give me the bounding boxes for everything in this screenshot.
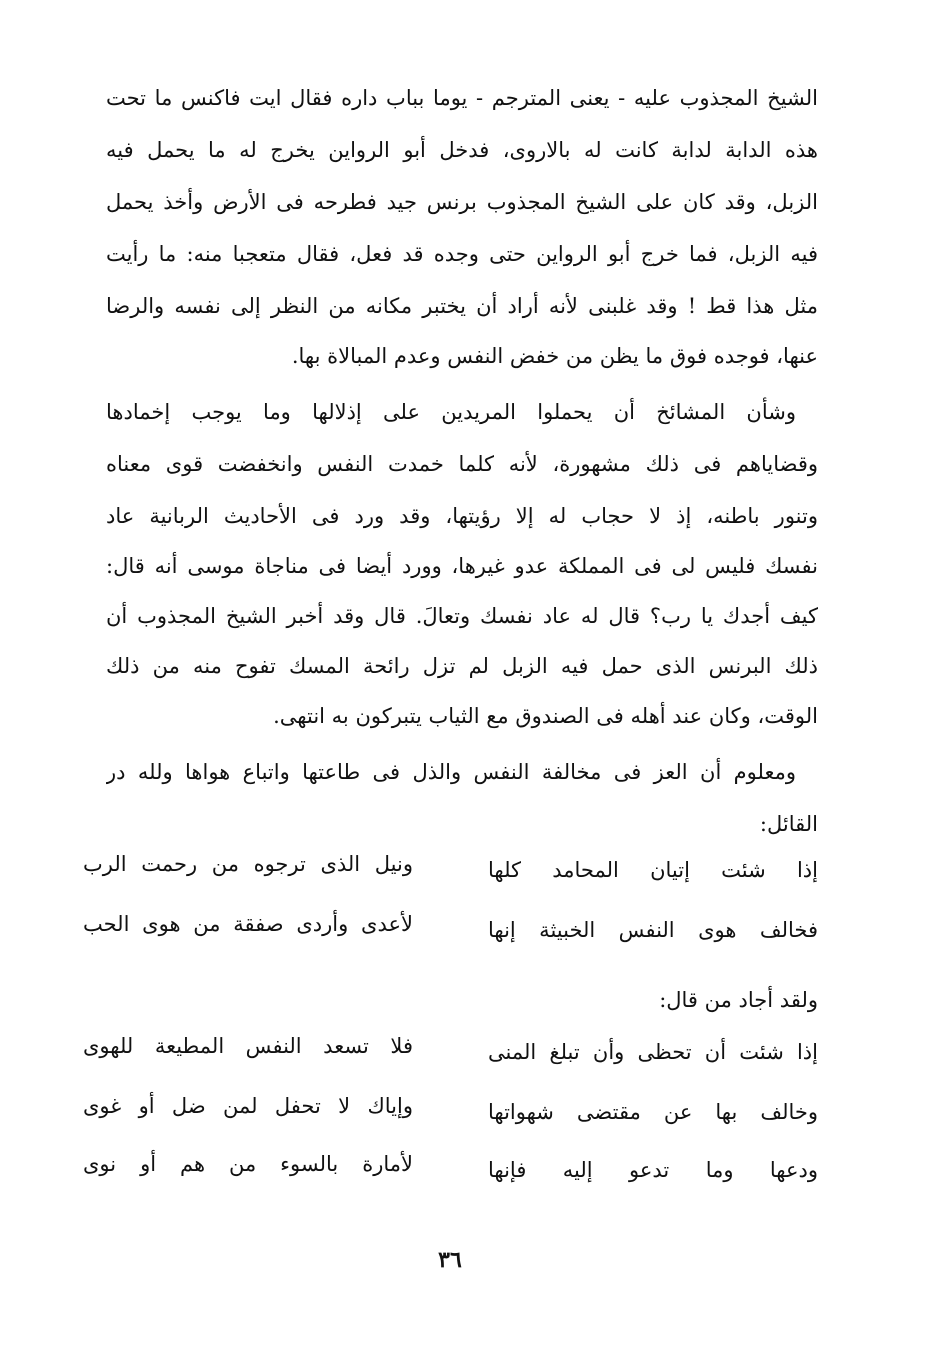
paragraph-1-line-1: الشيخ المجذوب عليه - يعنى المترجم - يوما بباب داره فقال ايت فاكنس ما تحت [106,86,818,110]
page-number: ٣٦ [438,1247,462,1273]
paragraph-1-line-2: هذه الدابة لدابة كانت له بالاروى، فدخل أبو الرواين يخرج له ما يحمل فيه [106,138,818,162]
paragraph-1-line-4: فيه الزبل، فما خرج أبو الرواين حتى وجده قد فعل، فقال متعجبا منه: ما رأيت [106,242,818,266]
poem-2-verse-3-first-hemistich: ودعها وما تدعو إليه فإنها [488,1158,818,1182]
paragraph-3-line-2: القائل: [759,812,818,836]
poem-2-intro: ولقد أجاد من قال: [659,988,818,1012]
paragraph-2-line-7: الوقت، وكان عند أهله فى الصندوق مع الثياب يتبركون به انتهى. [273,704,818,728]
paragraph-2-line-5: كيف أجدك يا رب؟ قال له عاد نفسك وتعالَ. قال وقد أخبر الشيخ المجذوب أن [106,604,818,628]
paragraph-2-line-3: وتنور باطنه، إذ لا حجاب له إلا رؤيتها، وقد ورد فى الأحاديث الربانية عاد [106,504,818,528]
paragraph-2-line-1: وشأن المشائخ أن يحملوا المريدين على إذلالها وما يوجب إخمادها [106,400,796,424]
poem-1-verse-1-second-hemistich: ونيل الذى ترجوه من رحمت الرب [83,852,413,876]
poem-1-verse-2-second-hemistich: لأعدى وأردى صفقة من هوى الحب [83,912,413,936]
paragraph-2-line-6: ذلك البرنس الذى حمل فيه الزبل لم تزل رائحة المسك تفوح منه من ذلك [106,654,818,678]
paragraph-3-line-1: ومعلوم أن العز فى مخالفة النفس والذل فى طاعتها واتباع هواها ولله در [106,760,796,784]
paragraph-1-line-6: عنها، فوجده فوق ما يظن من خفض النفس وعدم المبالاة بها. [291,344,818,368]
paragraph-2-line-4: نفسك فليس لى فى المملكة عدو غيرها، وورد أيضا فى مناجاة موسى أنه قال: [106,554,818,578]
poem-2-verse-2-second-hemistich: وإياك لا تحفل لمن ضل أو غوى [83,1094,413,1118]
paragraph-1-line-3: الزبل، وقد كان على الشيخ المجذوب برنس جيد فطرحه فى الأرض وأخذ يحمل [106,190,818,214]
poem-1-verse-1-first-hemistich: إذا شئت إتيان المحامد كلها [488,858,818,882]
paragraph-2-line-2: وقضاياهم فى ذلك مشهورة، لأنه كلما خمدت النفس وانخفضت قوى معناه [106,452,818,476]
poem-1-verse-2-first-hemistich: فخالف هوى النفس الخبيثة إنها [488,918,818,942]
poem-2-verse-3-second-hemistich: لأمارة بالسوء من هم أو نوى [83,1152,413,1176]
paragraph-1-line-5: مثل هذا قط ! وقد غلبنى لأنه أراد أن يختبر مكانه من النظر إلى نفسه والرضا [106,294,818,318]
poem-2-verse-1-first-hemistich: إذا شئت أن تحظى وأن تبلغ المنى [488,1040,818,1064]
poem-2-verse-2-first-hemistich: وخالف بها عن مقتضى شهواتها [488,1100,818,1124]
poem-2-verse-1-second-hemistich: فلا تسعد النفس المطيعة للهوى [83,1034,413,1058]
